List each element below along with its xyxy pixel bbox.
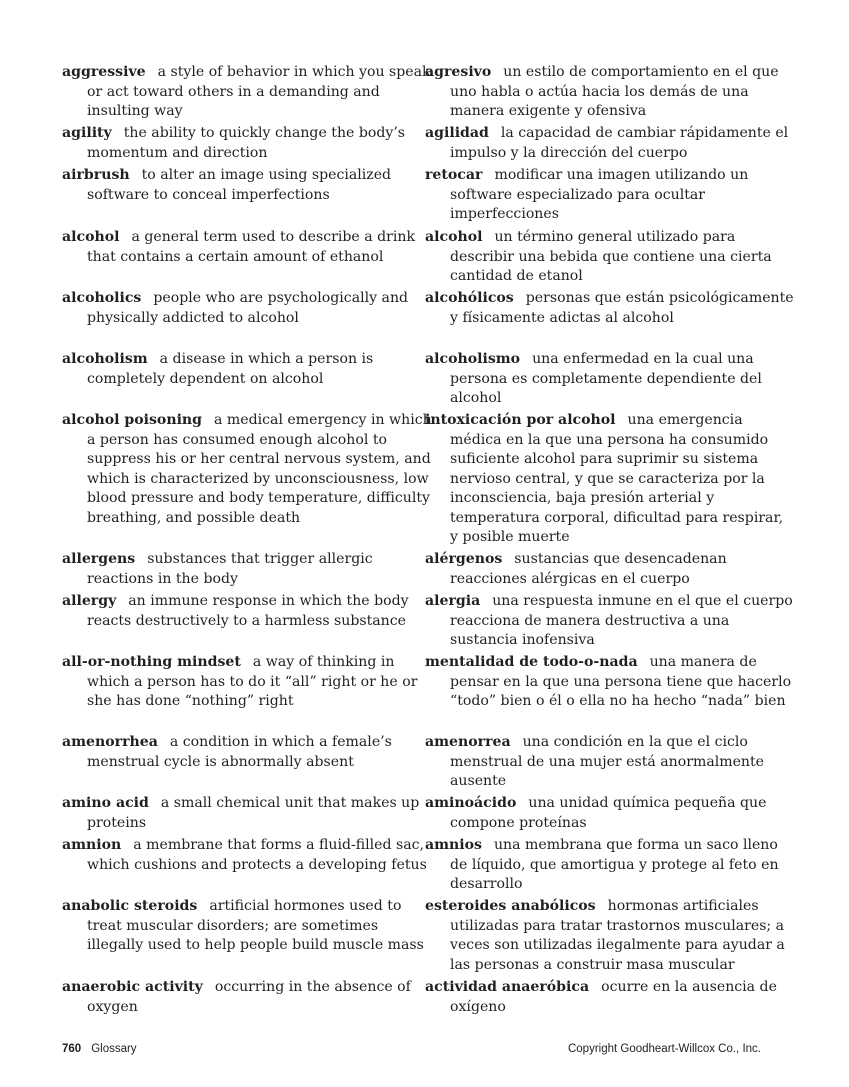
glossary-definition: substances that trigger allergic reactions in the body	[87, 551, 373, 587]
glossary-term: alcohólicos	[425, 290, 514, 306]
glossary-definition: una unidad química pequeña que compone proteínas	[450, 795, 767, 831]
glossary-term: alérgenos	[425, 551, 503, 567]
glossary-term: retocar	[425, 167, 483, 183]
glossary-term: mentalidad de todo-o-nada	[425, 654, 638, 670]
glossary-definition: occurring in the absence of oxygen	[87, 979, 411, 1015]
glossary-entry-en	[62, 794, 432, 833]
glossary-term: alcoholics	[62, 290, 142, 306]
glossary-term: aminoácido	[425, 795, 517, 811]
glossary-entry-es	[425, 63, 795, 122]
glossary-entry-es	[425, 289, 795, 328]
glossary-definition: people who are psychologically and physically addicted to alcohol	[87, 290, 409, 326]
section-label: Glossary	[91, 1043, 137, 1055]
glossary-entry-en	[62, 733, 432, 772]
glossary-entry-en	[62, 166, 432, 205]
glossary-definition: a disease in which a person is completely dependent on alcohol	[87, 351, 374, 387]
glossary-term: agresivo	[425, 64, 492, 80]
glossary-entry-es	[425, 733, 795, 792]
glossary-term: all-or-nothing mindset	[62, 654, 241, 670]
copyright-notice: Copyright Goodheart-Willcox Co., Inc.	[567, 1043, 761, 1055]
glossary-entry-en	[62, 978, 432, 1017]
glossary-term: amenorrea	[425, 734, 511, 750]
glossary-entry-en	[62, 228, 432, 267]
glossary-term: alergia	[425, 593, 481, 609]
glossary-definition: to alter an image using specialized software to conceal imperfections	[87, 167, 392, 203]
glossary-entry-es	[425, 550, 795, 589]
glossary-entry-en	[62, 550, 432, 589]
glossary-definition: sustancias que desencadenan reacciones alérgicas en el cuerpo	[450, 551, 727, 587]
glossary-term: amnios	[425, 837, 482, 853]
glossary-term: alcoholism	[62, 351, 148, 367]
glossary-definition: an immune response in which the body reacts destructively to a harmless substance	[87, 593, 409, 629]
glossary-entry-en	[62, 289, 432, 328]
glossary-entry-es	[425, 653, 795, 712]
glossary-term: alcohol poisoning	[62, 412, 203, 428]
glossary-entry-es	[425, 350, 795, 409]
glossary-entry-en	[62, 350, 432, 389]
glossary-entry-en	[62, 124, 432, 163]
glossary-term: anaerobic activity	[62, 979, 203, 995]
glossary-definition: a condition in which a female’s menstrual cycle is abnormally absent	[87, 734, 392, 770]
glossary-term: allergens	[62, 551, 136, 567]
glossary-term: actividad anaeróbica	[425, 979, 590, 995]
glossary-definition: a small chemical unit that makes up proteins	[87, 795, 420, 831]
glossary-definition: a membrane that forms a fluid-filled sac, which cushions and protects a developing fetus	[87, 837, 427, 873]
glossary-entry-es	[425, 411, 795, 548]
glossary-entry-en	[62, 592, 432, 631]
glossary-entry-en	[62, 653, 432, 712]
glossary-term: amino acid	[62, 795, 149, 811]
glossary-term: alcohol	[62, 229, 120, 245]
glossary-entry-en	[62, 411, 432, 528]
page-number: 760	[62, 1043, 82, 1055]
glossary-definition: a general term used to describe a drink that contains a certain amount of ethanol	[87, 229, 415, 265]
page-footer-left	[62, 1043, 137, 1055]
glossary-term: allergy	[62, 593, 117, 609]
glossary-definition: la capacidad de cambiar rápidamente el impulso y la dirección del cuerpo	[450, 125, 789, 161]
glossary-term: alcoholismo	[425, 351, 521, 367]
glossary-definition: un término general utilizado para describir una bebida que contiene una cierta cantidad de etanol	[450, 229, 772, 284]
glossary-entry-es	[425, 836, 795, 895]
glossary-term: amenorrhea	[62, 734, 158, 750]
glossary-definition: una enfermedad en la cual una persona es completamente dependiente del alcohol	[450, 351, 762, 406]
glossary-entry-es	[425, 897, 795, 975]
glossary-term: intoxicación por alcohol	[425, 412, 616, 428]
glossary-definition: hormonas artificiales utilizadas para tratar trastornos musculares; a veces son utilizadas ilegalmente para ayudar a las personas a construir masa muscular	[450, 898, 785, 973]
glossary-definition: ocurre en la ausencia de oxígeno	[450, 979, 777, 1015]
glossary-entry-es	[425, 592, 795, 651]
glossary-term: agilidad	[425, 125, 489, 141]
glossary-definition: una condición en la que el ciclo menstrual de una mujer está anormalmente ausente	[450, 734, 765, 789]
glossary-entry-en	[62, 897, 432, 956]
glossary-definition: una manera de pensar en la que una persona tiene que hacerlo “todo” bien o él o ella no ha hecho “nada” bien	[450, 654, 792, 709]
glossary-definition: una respuesta inmune en el que el cuerpo reacciona de manera destructiva a una sustancia inofensiva	[450, 593, 793, 648]
glossary-term: airbrush	[62, 167, 130, 183]
glossary-definition: the ability to quickly change the body’s momentum and direction	[87, 125, 406, 161]
glossary-term: agility	[62, 125, 112, 141]
glossary-term: aggressive	[62, 64, 146, 80]
glossary-entry-es	[425, 228, 795, 287]
glossary-definition: una membrana que forma un saco lleno de líquido, que amortigua y protege al feto en desarrollo	[450, 837, 779, 892]
glossary-term: alcohol	[425, 229, 483, 245]
glossary-definition: a way of thinking in which a person has to do it “all” right or he or she has done “nothing” right	[87, 654, 418, 709]
glossary-definition: a medical emergency in which a person has consumed enough alcohol to suppress his or her central nervous system, and which is characterized by unconsciousness, low blood pressure and body temperature, difficulty breathing, and possible death	[87, 412, 432, 526]
glossary-term: anabolic steroids	[62, 898, 198, 914]
glossary-definition: una emergencia médica en la que una persona ha consumido suficiente alcohol para suprimir su sistema nervioso central, y que se caracteriza por la inconsciencia, baja presión arterial y temperatura corporal, dificultad para respirar, y posible muerte	[450, 412, 784, 545]
glossary-definition: artificial hormones used to treat muscular disorders; are sometimes illegally used to help people build muscle mass	[87, 898, 424, 953]
glossary-definition: a style of behavior in which you speak or act toward others in a demanding and insulting way	[87, 64, 431, 119]
glossary-definition: modificar una imagen utilizando un software especializado para ocultar imperfecciones	[450, 167, 749, 222]
glossary-entry-es	[425, 794, 795, 833]
glossary-definition: un estilo de comportamiento en el que uno habla o actúa hacia los demás de una manera exigente y ofensiva	[450, 64, 779, 119]
glossary-term: esteroides anabólicos	[425, 898, 596, 914]
glossary-entry-es	[425, 166, 795, 225]
glossary-entry-es	[425, 124, 795, 163]
glossary-term: amnion	[62, 837, 122, 853]
glossary-entry-en	[62, 836, 432, 875]
glossary-entry-es	[425, 978, 795, 1017]
glossary-definition: personas que están psicológicamente y físicamente adictas al alcohol	[450, 290, 794, 326]
glossary-entry-en	[62, 63, 432, 122]
